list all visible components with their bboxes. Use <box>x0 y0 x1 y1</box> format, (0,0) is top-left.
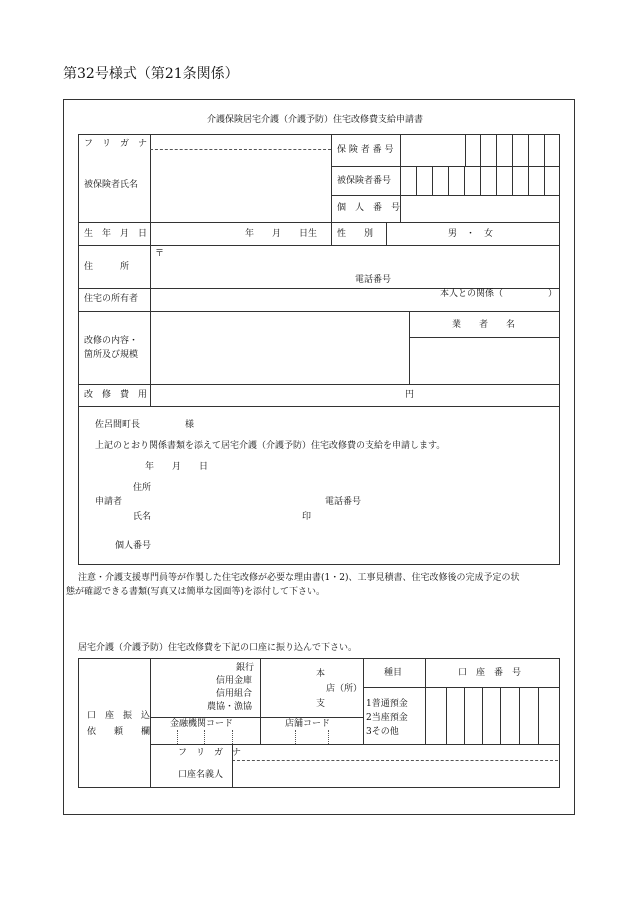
gender-options[interactable]: 男 ・ 女 <box>448 229 494 239</box>
branch-sub: 支 <box>316 699 326 709</box>
bank-instruction: 居宅介護（介護予防）住宅改修費を下記の口座に振り込んで下さい。 <box>78 643 358 653</box>
address-field[interactable] <box>165 248 555 274</box>
phone-label: 電話番号 <box>355 275 392 285</box>
branch-name-field[interactable] <box>262 660 312 715</box>
insured-name-label: 被保険者氏名 <box>84 180 139 190</box>
form-number: 第32号様式（第21条関係） <box>63 66 239 82</box>
holder-name-field[interactable] <box>234 762 558 786</box>
account-number-header: 口 座 番 号 <box>458 668 522 678</box>
bank-type-bank: 銀行 <box>236 663 255 673</box>
cost-label: 改 修 費 用 <box>84 390 148 400</box>
note-line-2: 態が確認できる書類(写真又は簡単な図面等)を添付して下さい。 <box>66 587 326 597</box>
bank-type-shinkin: 信用金庫 <box>216 676 253 686</box>
address-label: 住 所 <box>84 262 130 272</box>
seal-mark: 印 <box>302 512 312 522</box>
contractor-label: 業 者 名 <box>452 320 516 330</box>
postal-mark: 〒 <box>155 249 165 259</box>
insured-number-label: 被保険者番号 <box>337 176 392 186</box>
cost-field[interactable] <box>152 386 402 405</box>
contractor-field[interactable] <box>411 339 558 382</box>
institution-code-label: 金融機関コード <box>170 719 234 729</box>
yen-unit: 円 <box>405 390 415 400</box>
branch-office: 店（所） <box>326 684 363 694</box>
holder-furigana-label: フ リ ガ ナ <box>178 748 242 758</box>
request-label-2: 依 頼 欄 <box>87 727 151 737</box>
applicant-phone-label: 電話番号 <box>325 497 362 507</box>
bank-type-kumiai: 信用組合 <box>216 689 253 699</box>
account-type-other[interactable]: 3その他 <box>366 727 399 737</box>
applicant-name-label: 氏名 <box>133 512 152 522</box>
insurer-number-label: 保 険 者 番 号 <box>337 145 394 155</box>
applicant-address-label: 住所 <box>133 483 152 493</box>
bank-name-field[interactable] <box>152 660 206 715</box>
insured-name-field[interactable] <box>152 151 329 220</box>
relation-label: 本人との関係（ ） <box>440 289 558 299</box>
gender-label: 性 別 <box>337 229 374 239</box>
type-header: 種目 <box>384 668 403 678</box>
personal-number-label: 個 人 番 号 <box>337 203 401 213</box>
form-title: 介護保険居宅介護（介護予防）住宅改修費支給申請書 <box>206 115 423 125</box>
owner-label: 住宅の所有者 <box>84 294 139 304</box>
renovation-label-2: 箇所及び規模 <box>84 350 139 360</box>
note-line-1: 注意・介護支援専門員等が作製した住宅改修が必要な理由書(1・2)、工事見積書、住宅改修後の完成予定の状 <box>78 573 520 583</box>
renovation-label-1: 改修の内容・ <box>84 336 139 346</box>
application-date[interactable]: 年 月 日 <box>145 462 209 472</box>
birthdate-label: 生 年 月 日 <box>84 229 148 239</box>
bank-type-nokyo: 農協・漁協 <box>207 702 253 712</box>
branch-main: 本 <box>316 669 326 679</box>
account-type-current[interactable]: 2当座預金 <box>366 713 408 723</box>
mayor-addressee: 佐呂間町長 様 <box>95 420 195 430</box>
renovation-content-field[interactable] <box>152 313 407 382</box>
applicant-personal-number-label: 個人番号 <box>115 541 152 551</box>
holder-name-label: 口座名義人 <box>178 770 224 780</box>
applicant-label: 申請者 <box>95 497 123 507</box>
personal-number-field[interactable] <box>402 197 558 220</box>
account-type-ordinary[interactable]: 1普通預金 <box>366 699 408 709</box>
declaration-text: 上記のとおり関係書類を添えて居宅介護（介護予防）住宅改修費の支給を申請します。 <box>95 441 446 451</box>
furigana-label: フ リ ガ ナ <box>84 139 148 149</box>
branch-code-label: 店舗コード <box>285 719 331 729</box>
birthdate-fields[interactable]: 年 月 日生 <box>245 229 318 239</box>
request-label-1: 口 座 振 込 <box>87 711 151 721</box>
